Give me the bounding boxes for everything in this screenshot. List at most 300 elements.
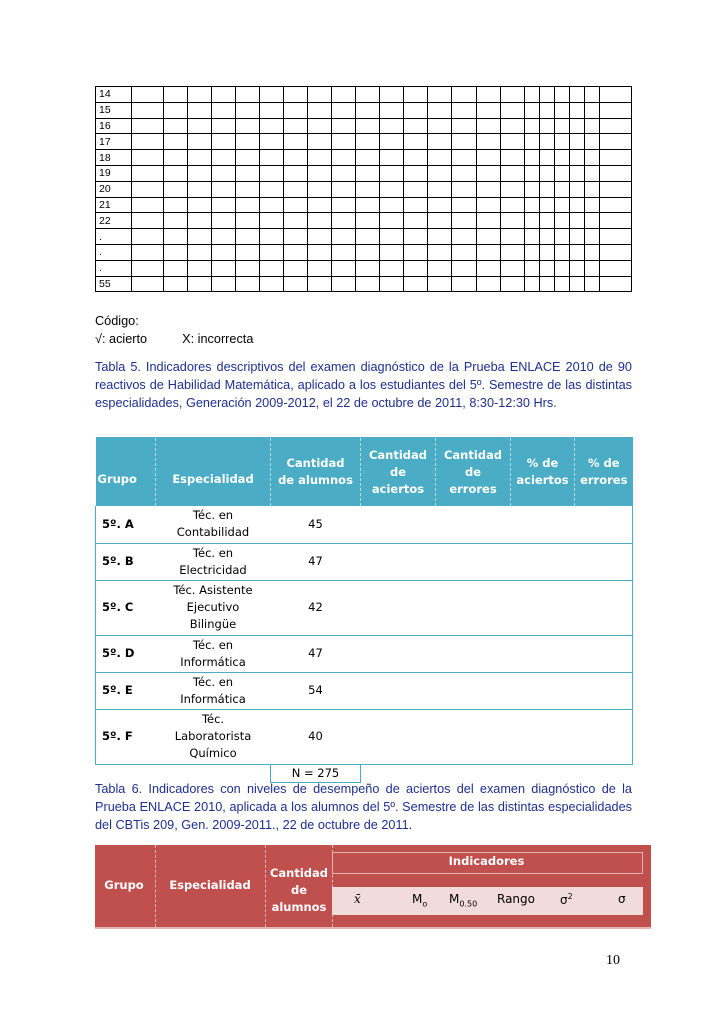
table5-alumnos: 47 [271,543,361,580]
table5-empty-cell [436,580,511,635]
grid-cell [332,150,356,166]
grid-cell [569,102,584,118]
grid-cell [380,181,404,197]
table5-empty-cell [511,635,575,672]
grid-cell [539,197,554,213]
grid-cell [308,102,332,118]
grid-cell [132,134,164,150]
grid-cell [428,150,452,166]
table5-grupo: 5º. F [96,709,156,764]
grid-cell [599,165,631,181]
grid-cell [332,87,356,103]
grid-row-label: 16 [96,118,132,134]
table6-header-grupo: Grupo [104,878,144,892]
grid-cell [599,213,631,229]
grid-cell [284,165,308,181]
grid-cell [452,87,476,103]
grid-cell [524,134,539,150]
grid-cell [380,260,404,276]
grid-cell [599,197,631,213]
sub-mean: x̄ [354,892,361,906]
grid-cell [452,181,476,197]
grid-cell [380,134,404,150]
grid-cell [308,150,332,166]
grid-cell [554,165,569,181]
grid-cell [188,181,212,197]
table5-empty-cell [361,506,436,543]
grid-cell [599,102,631,118]
grid-row [96,213,632,229]
grid-cell [569,87,584,103]
grid-cell [212,197,236,213]
grid-cell [164,197,188,213]
grid-cell [284,87,308,103]
grid-cell [500,260,524,276]
table5-header-row [96,438,633,507]
grid-cell [236,118,260,134]
grid-cell [500,134,524,150]
grid-cell [584,244,599,260]
grid-cell [132,118,164,134]
grid-cell [132,181,164,197]
table5-header-cantidad-alumnos: Cantidad de alumnos [271,438,361,507]
grid-cell [356,118,380,134]
grid-cell [500,229,524,245]
grid-row [96,229,632,245]
grid-cell [476,134,500,150]
table5-especialidad: Téc. en Informática [156,672,271,709]
grid-cell [569,165,584,181]
grid-cell [452,102,476,118]
grid-cell [188,102,212,118]
table5-empty-cell [436,635,511,672]
grid-cell [452,244,476,260]
grid-cell [599,244,631,260]
table5-row [96,580,633,635]
grid-cell [260,260,284,276]
grid-cell [212,150,236,166]
grid-cell [380,87,404,103]
grid-cell [236,197,260,213]
grid-row [96,134,632,150]
grid-cell [164,150,188,166]
grid-row [96,244,632,260]
grid-cell [476,213,500,229]
grid-cell [476,118,500,134]
table5-row [96,635,633,672]
grid-cell [188,229,212,245]
grid-cell [164,165,188,181]
grid-cell [500,150,524,166]
grid-cell [188,165,212,181]
grid-cell [500,118,524,134]
grid-cell [164,87,188,103]
grid-cell [164,181,188,197]
table5-empty-cell [511,506,575,543]
grid-cell [356,260,380,276]
table5-grupo: 5º. C [96,580,156,635]
grid-cell [554,134,569,150]
grid-cell [539,229,554,245]
grid-cell [599,118,631,134]
grid-cell [132,87,164,103]
grid-cell [404,118,428,134]
grid-cell [524,244,539,260]
table5-header-pct-errores: % de errores [575,438,633,507]
grid-cell [332,213,356,229]
grid-cell [539,87,554,103]
grid-cell [452,276,476,292]
grid-cell [584,213,599,229]
grid-cell [539,165,554,181]
grid-cell [332,102,356,118]
table5-empty-cell [436,506,511,543]
grid-cell [476,102,500,118]
grid-row [96,181,632,197]
grid-cell [132,102,164,118]
grid-cell [356,181,380,197]
grid-cell [260,197,284,213]
grid-cell [476,276,500,292]
grid-cell [554,197,569,213]
grid-row-label: 21 [96,197,132,213]
grid-cell [404,181,428,197]
grid-cell [539,276,554,292]
table5-grupo: 5º. B [96,543,156,580]
grid-cell [500,213,524,229]
grid-cell [500,197,524,213]
grid-row-label: . [96,244,132,260]
grid-cell [524,102,539,118]
grid-cell [569,229,584,245]
grid-row [96,197,632,213]
table5-empty-cell [575,543,633,580]
table5-total: N = 275 [271,764,361,782]
table5-empty-cell [361,635,436,672]
grid-cell [332,134,356,150]
grid-cell [212,276,236,292]
grid-row-label: 22 [96,213,132,229]
grid-cell [308,118,332,134]
grid-cell [428,213,452,229]
table5-alumnos: 42 [271,580,361,635]
grid-cell [356,244,380,260]
table5-row [96,709,633,764]
grid-cell [284,244,308,260]
grid-cell [284,150,308,166]
grid-cell [284,181,308,197]
grid-cell [308,276,332,292]
grid-cell [584,165,599,181]
grid-row [96,150,632,166]
table5-row [96,543,633,580]
grid-cell [539,134,554,150]
grid-cell [308,197,332,213]
grid-cell [356,134,380,150]
grid-cell [428,165,452,181]
grid-cell [308,181,332,197]
grid-cell [236,181,260,197]
grid-cell [332,260,356,276]
grid-cell [260,181,284,197]
grid-cell [132,244,164,260]
grid-cell [236,260,260,276]
grid-cell [476,197,500,213]
grid-cell [380,102,404,118]
sub-moda: $M_o$ [412,892,428,909]
grid-cell [452,229,476,245]
grid-cell [284,229,308,245]
grid-row-label: 15 [96,102,132,118]
grid-cell [132,150,164,166]
grid-cell [308,165,332,181]
grid-cell [236,165,260,181]
code-items [95,330,253,348]
grid-cell [356,197,380,213]
grid-cell [452,197,476,213]
grid-cell [380,276,404,292]
grid-cell [476,244,500,260]
sub-mediana: $M_{0.50}$ [449,892,478,909]
grid-cell [452,150,476,166]
grid-cell [188,150,212,166]
grid-cell [404,276,428,292]
grid-cell [356,213,380,229]
grid-cell [284,102,308,118]
grid-cell [428,87,452,103]
table6-caption: Tabla 6. Indicadores con niveles de desempeño de aciertos del examen diagnóstico de la Prueba ENLACE 2010, aplicada a los alumnos del 5º. Semestre de las distintas especialidades del CBTis 209, Gen. 2009-2011., 22 de octubre de 2011. [95,782,632,832]
grid-cell [132,165,164,181]
table5-header-cantidad-errores: Cantidad de errores [436,438,511,507]
grid-cell [524,87,539,103]
grid-cell [236,229,260,245]
grid-cell [260,118,284,134]
table5 [95,437,633,783]
table5-empty-cell [436,672,511,709]
grid-cell [308,244,332,260]
grid-cell [569,181,584,197]
grid-cell [404,213,428,229]
grid-cell [452,213,476,229]
grid-cell [539,260,554,276]
grid-cell [164,276,188,292]
grid-cell [380,118,404,134]
page-number: 10 [606,953,620,968]
grid-cell [428,276,452,292]
grid-cell [308,87,332,103]
table5-empty-cell [575,672,633,709]
grid-cell [260,87,284,103]
grid-cell [164,102,188,118]
table5-especialidad: Téc. en Electricidad [156,543,271,580]
code-title: Código: [95,314,139,328]
grid-cell [236,150,260,166]
grid-row-label: 17 [96,134,132,150]
grid-cell [188,134,212,150]
grid-cell [188,197,212,213]
grid-cell [554,150,569,166]
table5-header-pct-aciertos: % de aciertos [511,438,575,507]
grid-cell [500,102,524,118]
grid-cell [132,213,164,229]
indicadores-subheader [332,887,643,915]
grid-cell [212,260,236,276]
grid-cell [332,229,356,245]
grid-cell [599,229,631,245]
grid-cell [584,87,599,103]
grid-cell [599,150,631,166]
table5-header-grupo: Grupo [96,438,156,507]
grid-cell [524,150,539,166]
grid-cell [260,276,284,292]
grid-cell [476,260,500,276]
grid-cell [332,276,356,292]
grid-cell [260,213,284,229]
code-incorrecta: X: incorrecta [182,332,254,346]
grid-cell [188,244,212,260]
grid-cell [569,276,584,292]
grid-cell [584,134,599,150]
grid-cell [476,150,500,166]
grid-cell [284,276,308,292]
grid-cell [356,276,380,292]
grid-cell [212,165,236,181]
grid-cell [569,118,584,134]
grid-cell [599,260,631,276]
table5-empty-cell [361,709,436,764]
grid-cell [584,229,599,245]
grid-row-label: 14 [96,87,132,103]
grid-cell [584,276,599,292]
grid-cell [404,197,428,213]
table6-header-especialidad: Especialidad [169,878,251,892]
grid-cell [308,260,332,276]
grid-cell [404,150,428,166]
table5-alumnos: 54 [271,672,361,709]
grid-cell [260,229,284,245]
grid-cell [554,276,569,292]
grid-cell [284,260,308,276]
code-legend [95,312,253,348]
grid-cell [188,87,212,103]
grid-cell [569,150,584,166]
grid-cell [452,260,476,276]
grid-cell [212,181,236,197]
grid-cell [539,102,554,118]
grid-cell [284,213,308,229]
grid-row [96,118,632,134]
grid-cell [554,213,569,229]
grid-cell [554,118,569,134]
grid-cell [236,276,260,292]
grid-cell [404,87,428,103]
grid-cell [554,260,569,276]
table5-empty-cell [436,543,511,580]
grid-cell [476,87,500,103]
grid-cell [584,118,599,134]
table5-especialidad: Téc. Laboratorista Químico [156,709,271,764]
grid-row [96,276,632,292]
grid-cell [500,87,524,103]
grid-cell [554,229,569,245]
grid-cell [404,229,428,245]
grid-cell [356,102,380,118]
table5-header-especialidad: Especialidad [156,438,271,507]
grid-cell [212,87,236,103]
grid-row [96,87,632,103]
grid-cell [524,276,539,292]
grid-cell [554,181,569,197]
grid-cell [452,165,476,181]
grid-cell [500,244,524,260]
grid-cell [569,134,584,150]
grid-cell [188,118,212,134]
grid-cell [284,118,308,134]
grid-cell [554,87,569,103]
grid-cell [584,197,599,213]
grid-cell [332,181,356,197]
table5-grupo: 5º. D [96,635,156,672]
grid-cell [164,134,188,150]
grid-cell [524,165,539,181]
grid-cell [554,244,569,260]
table5-empty-cell [575,709,633,764]
grid-cell [404,165,428,181]
grid-cell [132,229,164,245]
grid-cell [584,150,599,166]
grid-cell [524,197,539,213]
grid-cell [428,118,452,134]
grid-cell [356,229,380,245]
table5-especialidad: Téc. en Informática [156,635,271,672]
grid-cell [212,118,236,134]
grid-cell [380,150,404,166]
table5-empty-cell [436,709,511,764]
grid-cell [500,181,524,197]
table5-empty-cell [361,672,436,709]
grid-row-label: 20 [96,181,132,197]
table5-row [96,506,633,543]
grid-cell [356,150,380,166]
grid-cell [599,87,631,103]
grid-cell [380,197,404,213]
grid-cell [524,181,539,197]
grid-cell [132,260,164,276]
grid-cell [356,87,380,103]
table5-empty-cell [361,543,436,580]
grid-cell [308,134,332,150]
grid-cell [356,165,380,181]
table5-especialidad: Téc. Asistente Ejecutivo Bilingüe [156,580,271,635]
grid-cell [284,134,308,150]
grid-cell [584,260,599,276]
table5-empty-cell [575,506,633,543]
grid-cell [212,102,236,118]
grid-cell [500,165,524,181]
table5-row [96,672,633,709]
grid-cell [584,181,599,197]
grid-cell [188,213,212,229]
grid-cell [554,102,569,118]
grid-cell [428,197,452,213]
table5-grupo: 5º. A [96,506,156,543]
grid-cell [164,229,188,245]
table5-grupo: 5º. E [96,672,156,709]
grid-cell [332,118,356,134]
table5-empty-cell [511,580,575,635]
grid-cell [428,229,452,245]
grid-cell [404,260,428,276]
